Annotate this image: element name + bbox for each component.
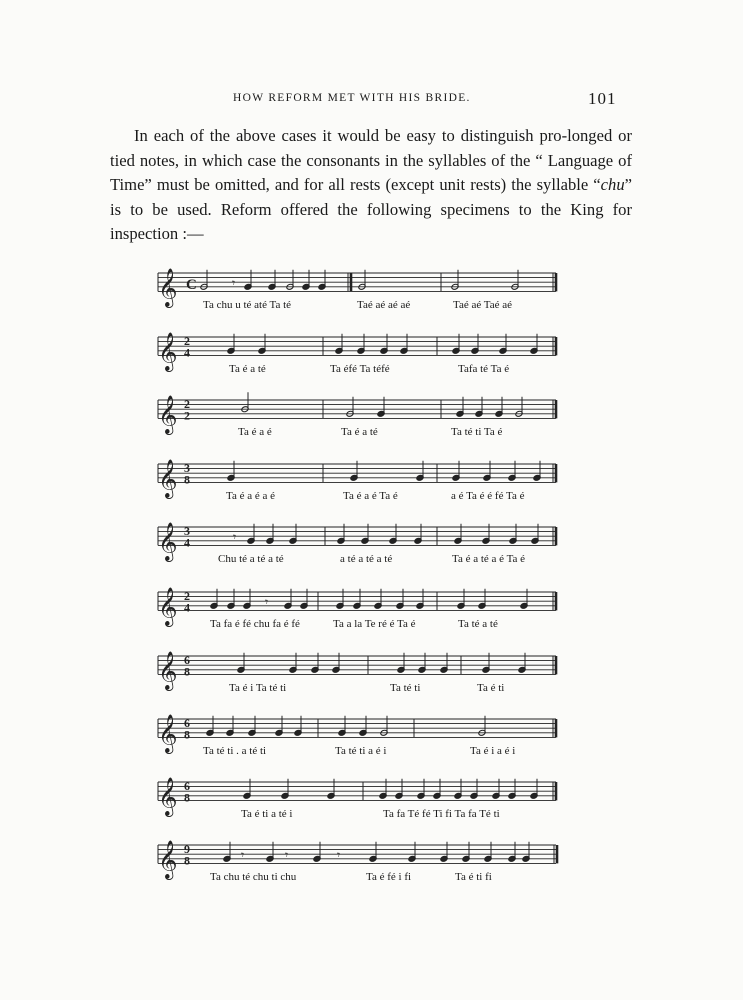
lyric-syllables: Ta é ti: [477, 682, 505, 694]
treble-clef-icon: 𝄞: [158, 589, 178, 626]
time-signature-top: 9: [184, 842, 190, 857]
lyric-syllables: Ta fa Té fé Ti fi Ta fa Té ti: [383, 808, 500, 820]
music-system: [158, 715, 556, 757]
time-signature-bottom: 8: [184, 727, 190, 742]
lyric-syllables: Ta é a é a é: [226, 490, 275, 502]
page-number: 101: [588, 89, 617, 108]
rest-icon: 𝄾: [232, 275, 236, 290]
music-system: [158, 269, 556, 311]
time-signature-top: 6: [184, 716, 190, 731]
rest-icon: 𝄾: [285, 847, 289, 862]
paragraph-text-1: In each of the above cases it would be easy to distinguish pro-longed or tied notes, in which case the consonants in the syllables of the “ Language of Time” must be omitted, and for all rests (except unit rests) the syllable “: [110, 126, 632, 194]
time-signature-bottom: 8: [184, 664, 190, 679]
rest-icon: 𝄾: [241, 847, 245, 862]
lyric-syllables: Ta té ti: [390, 682, 421, 694]
music-system: [158, 460, 556, 502]
lyric-syllables: Ta té ti Ta é: [451, 426, 503, 438]
lyric-syllables: Ta é fé i fi: [366, 871, 412, 883]
running-title: HOW REFORM MET WITH HIS BRIDE.: [233, 92, 471, 104]
time-signature-bottom: 4: [184, 535, 190, 550]
time-signature-bottom: 8: [184, 472, 190, 487]
time-signature-top: 2: [184, 397, 190, 412]
treble-clef-icon: 𝄞: [158, 716, 178, 753]
lyric-syllables: Ta é ti a té i: [241, 808, 293, 820]
lyric-syllables: Taé aé aé aé: [357, 299, 411, 311]
lyric-syllables: Ta é a é Ta é: [343, 490, 398, 502]
lyric-syllables: a té a té a té: [340, 553, 393, 565]
lyric-syllables: Ta é a té: [341, 426, 378, 438]
lyric-syllables: Ta é i Ta té ti: [229, 682, 287, 694]
time-signature-top: 3: [184, 524, 190, 539]
time-signature-bottom: 4: [184, 345, 190, 360]
lyric-syllables: Chu té a té a té: [218, 553, 284, 565]
treble-clef-icon: 𝄞: [158, 397, 178, 434]
lyric-syllables: Ta té ti a é i: [335, 745, 387, 757]
rest-icon: 𝄾: [265, 594, 269, 609]
treble-clef-icon: 𝄞: [158, 779, 178, 816]
lyric-syllables: Ta chu u té até Ta té: [203, 299, 292, 311]
time-signature-common: C: [186, 276, 197, 293]
lyric-syllables: Ta éfé Ta téfé: [330, 363, 390, 375]
lyric-syllables: Ta té ti . a té ti: [203, 745, 267, 757]
music-system: [158, 652, 556, 694]
paragraph-text-2: ” is to be used. Reform offered the following specimens to the King for inspection :—: [110, 175, 632, 243]
lyric-syllables: Taé aé Taé aé: [453, 299, 513, 311]
paragraph-emphasis: chu: [600, 175, 625, 194]
time-signature-top: 2: [184, 589, 190, 604]
music-system: [158, 588, 556, 630]
lyric-syllables: Ta é a té a é Ta é: [452, 553, 526, 565]
treble-clef-icon: 𝄞: [158, 842, 178, 879]
lyric-syllables: Ta é a é: [238, 426, 272, 438]
treble-clef-icon: 𝄞: [158, 653, 178, 690]
lyric-syllables: Tafa té Ta é: [458, 363, 510, 375]
time-signature-bottom: 8: [184, 853, 190, 868]
lyric-syllables: Ta té a té: [458, 618, 498, 630]
lyric-syllables: Ta chu té chu ti chu: [210, 871, 297, 883]
lyric-syllables: Ta a la Te ré é Ta é: [333, 618, 416, 630]
time-signature-top: 2: [184, 334, 190, 349]
lyric-syllables: Ta é ti fi: [455, 871, 492, 883]
lyric-syllables: a é Ta é é fé Ta é: [451, 490, 525, 502]
time-signature-bottom: 8: [184, 790, 190, 805]
treble-clef-icon: 𝄞: [158, 524, 178, 561]
lyric-syllables: Ta é a té: [229, 363, 266, 375]
time-signature-bottom: 2: [184, 408, 190, 423]
music-system: [158, 523, 556, 565]
time-signature-top: 6: [184, 653, 190, 668]
music-system: [158, 778, 556, 820]
rest-icon: 𝄾: [337, 847, 341, 862]
time-signature-top: 6: [184, 779, 190, 794]
music-system: [158, 333, 556, 375]
rest-icon: 𝄾: [233, 529, 237, 544]
lyric-syllables: Ta fa é fé chu fa é fé: [210, 618, 300, 630]
music-system: [158, 841, 557, 883]
treble-clef-icon: 𝄞: [158, 461, 178, 498]
treble-clef-icon: 𝄞: [158, 270, 178, 307]
lyric-syllables: Ta é i a é i: [470, 745, 516, 757]
music-system: [158, 392, 556, 438]
time-signature-top: 3: [184, 461, 190, 476]
treble-clef-icon: 𝄞: [158, 334, 178, 371]
time-signature-bottom: 4: [184, 600, 190, 615]
